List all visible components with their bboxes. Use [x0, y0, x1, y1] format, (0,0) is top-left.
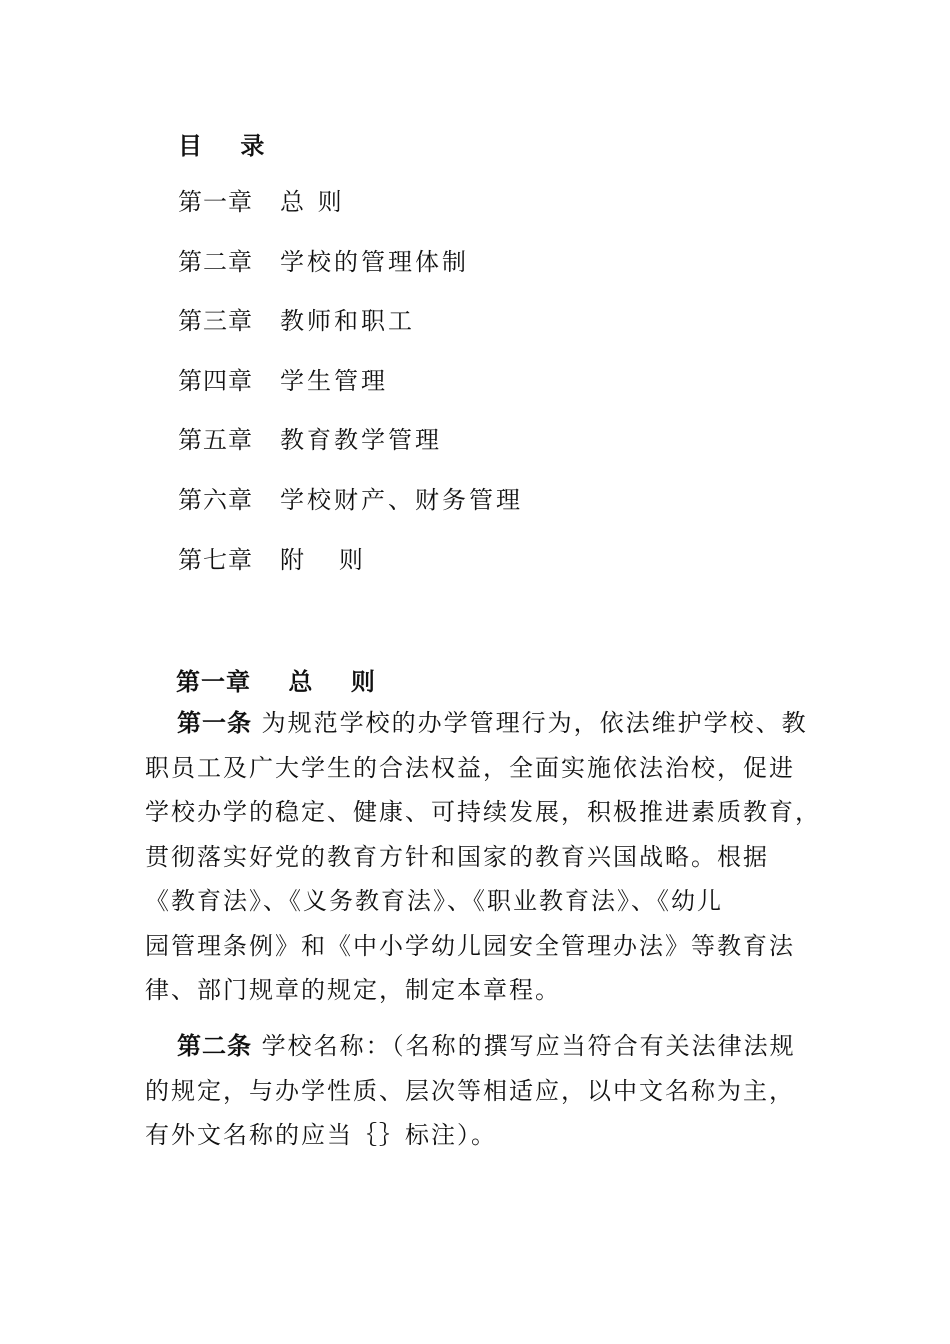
article-line: 园管理条例》和《中小学幼儿园安全管理办法》等教育法 — [145, 931, 795, 960]
toc-item-chapter-6[interactable] — [178, 484, 523, 544]
toc-chapter-name: 学生管理 — [280, 366, 388, 395]
article-label: 第二条 — [177, 1031, 252, 1060]
toc-item-chapter-2[interactable] — [178, 246, 523, 306]
toc-chapter-name: 教师和职工 — [280, 307, 415, 336]
article-line: 有外文名称的应当｛｝标注）。 — [145, 1121, 497, 1149]
toc-chapter-name: 学校财产、财务管理 — [280, 485, 523, 514]
article-paragraph — [145, 701, 821, 1013]
article-text: 学校名称：（名称的撰写应当符合有关法律法规 — [252, 1032, 796, 1060]
table-of-contents — [178, 186, 523, 603]
toc-chapter-name: 教育教学管理 — [280, 426, 442, 455]
toc-chapter-number: 第三章 — [178, 307, 253, 336]
article-text: 为规范学校的办学管理行为，依法维护学校、教 — [252, 709, 808, 737]
toc-chapter-number: 第二章 — [178, 247, 253, 276]
toc-chapter-number: 第七章 — [178, 545, 253, 574]
article-line: 学校办学的稳定、健康、可持续发展，积极推进素质教育， — [145, 798, 821, 826]
article-line: 律、部门规章的规定，制定本章程。 — [145, 976, 561, 1004]
article-label: 第一条 — [177, 708, 252, 737]
article-first-line — [145, 1024, 810, 1069]
toc-item-chapter-4[interactable] — [178, 365, 523, 425]
toc-item-chapter-3[interactable] — [178, 305, 523, 365]
chapter-heading: 第一章 总 则 — [176, 667, 376, 696]
toc-chapter-number: 第四章 — [178, 366, 253, 395]
article-line: 的规定，与办学性质、层次等相适应，以中文名称为主， — [145, 1076, 795, 1105]
toc-title: 目 录 — [178, 131, 266, 160]
toc-chapter-number: 第六章 — [178, 485, 253, 514]
article-line: 贯彻落实好党的教育方针和国家的教育兴国战略。根据 — [145, 842, 769, 871]
toc-item-chapter-7[interactable] — [178, 544, 523, 604]
article-paragraph — [145, 1024, 810, 1158]
toc-item-chapter-5[interactable] — [178, 424, 523, 484]
toc-chapter-number: 第五章 — [178, 426, 253, 455]
article-line: 职员工及广大学生的合法权益，全面实施依法治校，促进 — [145, 753, 795, 782]
toc-chapter-name: 学校的管理体制 — [280, 247, 469, 276]
toc-chapter-name: 总 则 — [280, 188, 345, 216]
toc-chapter-name: 附 则 — [280, 545, 366, 574]
toc-item-chapter-1[interactable] — [178, 186, 523, 246]
toc-chapter-number: 第一章 — [178, 188, 253, 216]
article-line: 《教育法》、《义务教育法》、《职业教育法》、《幼儿 — [145, 887, 723, 915]
article-first-line — [145, 701, 810, 746]
